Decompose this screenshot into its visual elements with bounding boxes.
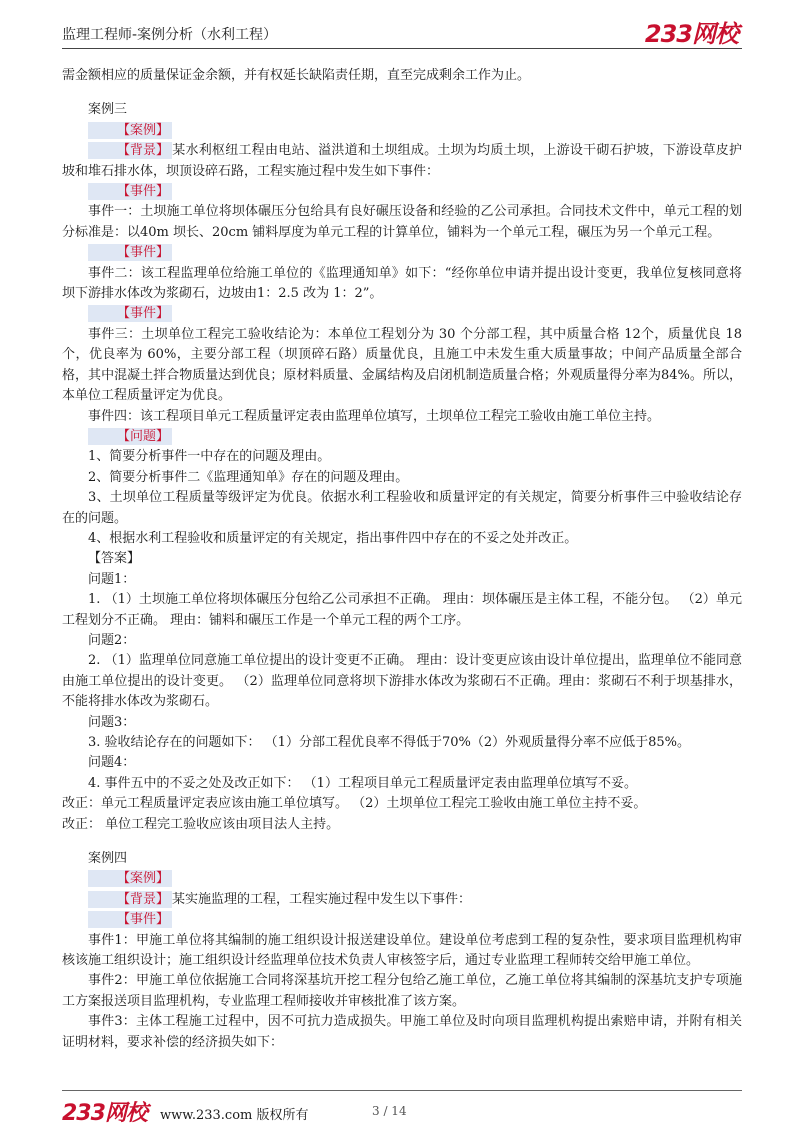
answer-label: 问题1：: [88, 571, 136, 587]
site-logo-bottom: 233网校: [62, 1101, 147, 1126]
answer-label: 问题3：: [88, 714, 136, 730]
section-tag-background: 【背景】: [88, 891, 172, 908]
section-tag-question: 【问题】: [62, 427, 742, 447]
answer-text: 1. （1）土坝施工单位将坝体碾压分包给乙公司承担不正确。 理由：坝体碾压是主体工程，不能分包。 （2）单元工程划分不正确。 理由：铺料和碾压工作是一个单元工程的两个工序。: [62, 592, 742, 628]
paragraph: 【背景】 某水利枢纽工程由电站、溢洪道和土坝组成。土坝为均质土坝，上游设干砌石护坡，下游设草皮护坡和堆石排水体，坝顶设碎石路，工程实施过程中发生如下事件：: [62, 143, 742, 179]
paragraph: 事件2：甲施工单位依据施工合同将深基坑开挖工程分包给乙施工单位，乙施工单位将其编制的深基坑支护专项施工方案报送项目监理机构，专业监理工程师接收并审核批准了该方案。: [62, 973, 742, 1009]
copyright-text: www.233.com 版权所有: [160, 1108, 309, 1123]
header-title: 监理工程师-案例分析（水利工程）: [62, 27, 278, 43]
case-heading: 案例三: [88, 102, 128, 118]
answer-text: 改正：单元工程质量评定表应该由施工单位填写。 （2）土坝单位工程完工验收由施工单位主持不妥。: [62, 796, 647, 812]
paragraph: 事件1：甲施工单位将其编制的施工组织设计报送建设单位。建设单位考虑到工程的复杂性，要求项目监理机构审核该施工组织设计；施工组织设计经监理单位技术负责人审核签字后，通过专业监理工程师转交给甲施工单位。: [62, 932, 742, 969]
paragraph: 事件一：土坝施工单位将坝体碾压分包给具有良好碾压设备和经验的乙公司承担。合同技术文件中，单元工程的划分标准是：以40m 坝长、20cm 铺料厚度为单元工程的计算单位，铺料为一个单元工程，碾压为另一个单元工程。: [62, 204, 742, 240]
answer-text: 改正： 单位工程完工验收应该由项目法人主持。: [62, 816, 340, 832]
document-body: [62, 66, 742, 1053]
question-item: 3、土坝单位工程质量等级评定为优良。依据水利工程验收和质量评定的有关规定，简要分析事件三中验收结论存在的问题。: [62, 490, 742, 526]
section-tag-event: 【事件】: [62, 182, 742, 202]
section-tag-case: 【案例】: [62, 869, 742, 889]
section-tag-case: 【案例】: [62, 121, 742, 141]
answer-heading: 【答案】: [88, 551, 141, 567]
paragraph: 事件3：主体工程施工过程中，因不可抗力造成损失。甲施工单位及时向项目监理机构提出索赔申请，并附有相关证明材料，要求补偿的经济损失如下：: [62, 1014, 742, 1050]
page-header: [0, 0, 800, 50]
question-item: 1、简要分析事件一中存在的问题及理由。: [88, 449, 331, 465]
case-heading: 案例四: [88, 851, 128, 867]
site-logo-top: 233网校: [644, 20, 738, 48]
answer-text: 4. 事件五中的不妥之处及改正如下： （1）工程项目单元工程质量评定表由监理单位填写不妥。: [88, 775, 637, 791]
paragraph: 事件三：土坝单位工程完工验收结论为：本单位工程划分为 30 个分部工程，其中质量合格 12个，质量优良 18 个，优良率为 60%，主要分部工程（坝顶碎石路）质量优良，且施工中未发生重大质量事故；中间产品质量全部合格，其中混凝土拌合物质量达到优良；原材料质量、金属结构及启闭机制造质量合格；外观质量得分率为84%。所以，本单位工程质量评定为优良。: [62, 326, 742, 404]
answer-label: 问题2：: [88, 632, 136, 648]
footer-divider: [62, 1090, 742, 1091]
header-divider: [62, 48, 742, 49]
paragraph: 需金额相应的质量保证金余额，并有权延长缺陷责任期，直至完成剩余工作为止。: [62, 68, 531, 83]
page-number: 3 / 14: [372, 1104, 407, 1118]
page-footer: [0, 1080, 800, 1132]
answer-text: 2. （1）监理单位同意施工单位提出的设计变更不正确。 理由：设计变更应该由设计单位提出，监理单位不能同意由施工单位提出的设计变更。 （2）监理单位同意将坝下游排水体改为浆砌石不正确。理由：浆砌石不利于坝基排水，不能将排水体改为浆砌石。: [62, 653, 742, 710]
paragraph: 事件四：该工程项目单元工程质量评定表由监理单位填写，土坝单位工程完工验收由施工单位主持。: [88, 408, 661, 424]
paragraph: 【背景】 某实施监理的工程，工程实施过程中发生以下事件：: [62, 890, 742, 910]
answer-label: 问题4：: [88, 755, 136, 771]
question-item: 2、简要分析事件二《监理通知单》存在的问题及理由。: [88, 469, 409, 485]
section-tag-event: 【事件】: [62, 304, 742, 324]
answer-text: 3. 验收结论存在的问题如下： （1）分部工程优良率不得低于70%（2）外观质量得分率不应低于85%。: [88, 735, 690, 750]
section-tag-event: 【事件】: [62, 243, 742, 263]
section-tag-event: 【事件】: [62, 910, 742, 930]
section-tag-background: 【背景】: [88, 142, 172, 159]
question-item: 4、根据水利工程验收和质量评定的有关规定，指出事件四中存在的不妥之处并改正。: [88, 530, 578, 546]
paragraph: 事件二：该工程监理单位给施工单位的《监理通知单》如下：“经你单位申请并提出设计变更，我单位复核同意将坝下游排水体改为浆砌石，边坡由1：2.5 改为 1：2”。: [62, 265, 742, 302]
